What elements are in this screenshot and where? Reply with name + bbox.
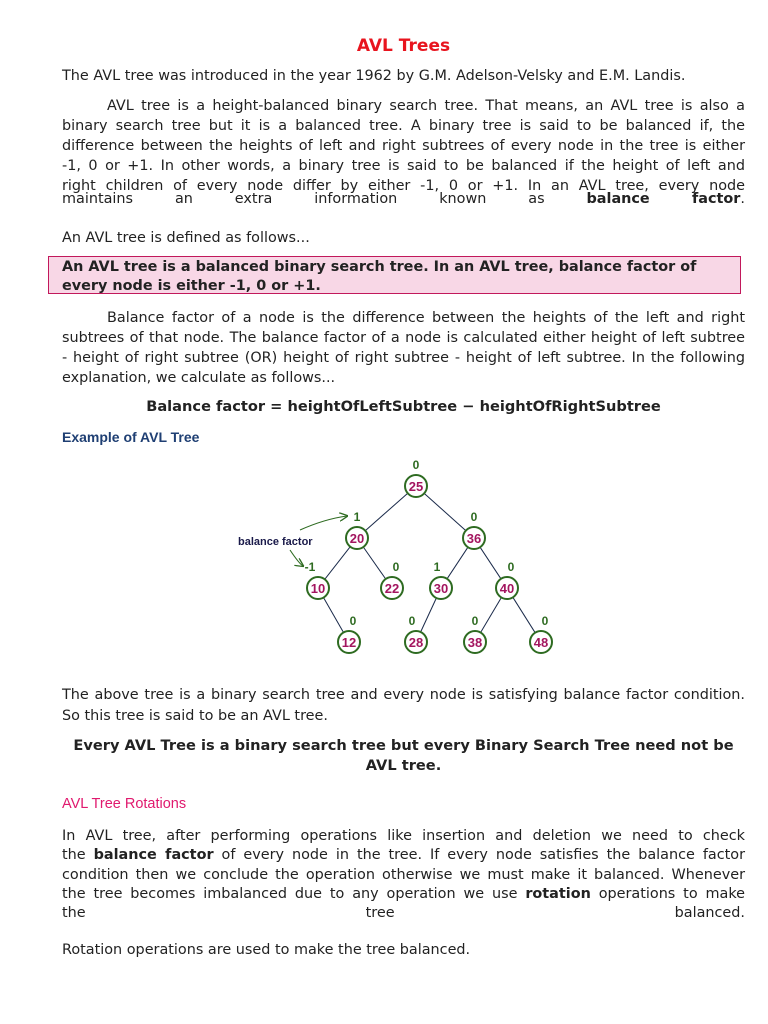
node-key: 22 [384,581,400,596]
node-balance-factor: 0 [541,614,549,628]
node-key: 28 [408,635,424,650]
para1-line: difference between the heights of left and right subtrees of every node in the tree is either [62,138,745,154]
tree-edge [325,547,350,580]
para4-line: condition then we conclude the operation otherwise we must make it balanced. Whenever [62,867,745,883]
node-key: 10 [310,581,326,596]
para4-line4-suffix: operations to make [598,886,745,902]
intro-paragraph: The AVL tree was introduced in the year 1962 by G.M. Adelson-Velsky and E.M. Landis. [62,68,686,84]
node-key: 12 [341,635,357,650]
tree-edge [363,547,385,579]
node-key: 36 [466,531,482,546]
para1-last-suffix: . [740,191,745,207]
balance-factor-term: balance factor [93,847,214,863]
para2-line: Balance factor of a node is the difference between the heights of the left and right [107,310,745,326]
para1-line: right children of every node differ by either -1, 0 or +1. In an AVL tree, every node [62,178,745,194]
para1-line: -1, 0 or +1. In other words, a binary tree is said to be balanced if the height of left and [62,158,745,174]
node-balance-factor: 1 [433,560,441,574]
node-balance-factor: 0 [408,614,416,628]
tree-edge [424,493,466,530]
node-balance-factor: 0 [507,560,515,574]
para2-line: - height of right subtree (OR) height of right subtree - height of left subtree. In the following [62,350,745,366]
balance-factor-formula: Balance factor = heightOfLeftSubtree − heightOfRightSubtree [146,398,661,415]
node-balance-factor: 0 [412,458,420,472]
tree-node-22 [381,560,403,599]
para1-last-prefix: maintains an extra information known as [62,191,545,207]
annotation-arrow [300,516,347,530]
tree-node-30 [430,560,452,599]
defined-as-text: An AVL tree is defined as follows... [62,230,310,246]
tree-node-40 [496,560,518,599]
node-balance-factor: -1 [304,560,316,574]
para4-line4-prefix: the tree becomes imbalanced due to any operation we use [62,886,518,902]
node-balance-factor: 0 [392,560,400,574]
tree-edge [447,547,468,579]
tree-edge [480,547,501,579]
tree-node-28 [405,614,427,653]
tree-node-25 [405,458,427,497]
tree-edge [481,597,502,632]
para1-line: AVL tree is a height-balanced binary search tree. That means, an AVL tree is also a [107,98,745,114]
rotation-term: rotation [525,886,591,902]
node-balance-factor: 0 [349,614,357,628]
page-title: AVL Trees [356,36,451,56]
node-key: 25 [408,479,424,494]
example-heading: Example of AVL Tree [62,429,200,445]
tree-edge [323,598,343,633]
para4-line: In AVL tree, after performing operations like insertion and deletion we need to check [62,828,745,844]
para4-line2-prefix: the [62,847,86,863]
tree-edge [365,493,407,530]
tree-node-38 [464,614,486,653]
para2-line: subtrees of that node. The balance factor of a node is calculated either height of left subtree [62,330,745,346]
para4-line: the tree balanced. [62,905,745,921]
node-key: 40 [499,581,515,596]
node-key: 48 [533,635,549,650]
tree-node-10 [305,560,329,599]
tree-edge [421,598,437,632]
avl-confirmation-paragraph: The above tree is a binary search tree and every node is satisfying balance factor condition. So this tree is said to be an AVL tree. [62,687,745,724]
tree-node-48 [530,614,552,653]
rotations-heading: AVL Tree Rotations [62,796,187,812]
rotation-purpose-text: Rotation operations are used to make the tree balanced. [62,942,471,958]
tree-edge [513,597,535,632]
para4-line2-suffix: of every node in the tree. If every node satisfies the balance factor [221,847,745,863]
tree-node-36 [463,510,485,549]
node-balance-factor: 0 [470,510,478,524]
para2-line: explanation, we calculate as follows... [62,370,336,386]
balance-factor-term: balance factor [586,191,741,207]
annotation-arrow [290,550,303,566]
node-key: 20 [349,531,365,546]
node-key: 30 [433,581,449,596]
node-key: 38 [467,635,483,650]
node-balance-factor: 0 [471,614,479,628]
node-balance-factor: 1 [353,510,361,524]
avl-bst-statement: Every AVL Tree is a binary search tree but every Binary Search Tree need not be AVL tree. [73,737,734,774]
tree-node-20 [346,510,368,549]
tree-node-12 [338,614,360,653]
definition-text: An AVL tree is a balanced binary search tree. In an AVL tree, balance factor of every node is either -1, 0 or +1. [62,259,697,294]
para1-line: binary search tree but it is a balanced tree. A binary tree is said to be balanced if, the [62,118,745,134]
tree-nodes [305,458,552,653]
balance-factor-annotation: balance factor [238,536,313,548]
